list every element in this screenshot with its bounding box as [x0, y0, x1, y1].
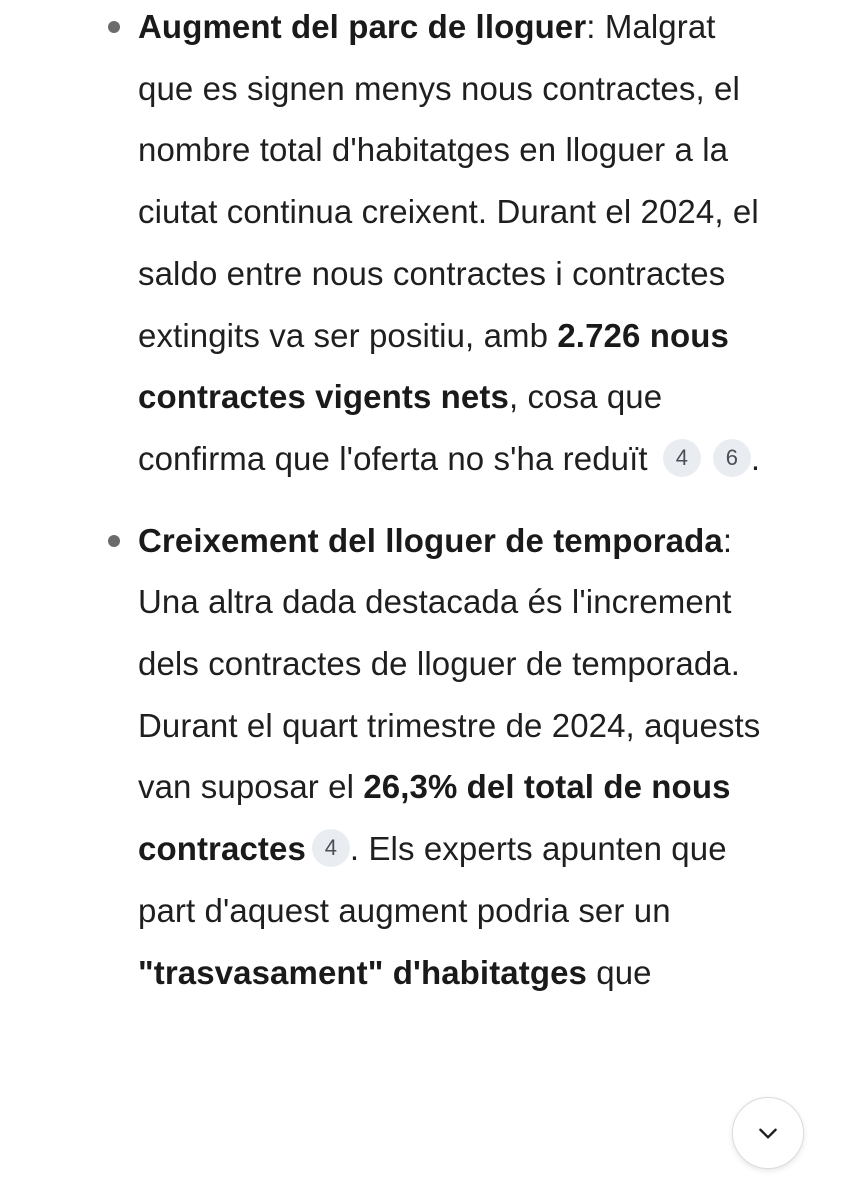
bullet-text: , cosa que confirma que l'oferta no s'ha reduït [138, 378, 663, 477]
citation-badge[interactable]: 6 [713, 439, 751, 477]
scroll-down-button[interactable] [732, 1097, 804, 1169]
bullet-separator: : [586, 8, 605, 45]
bold-text: "trasvasament" d'habitatges [138, 953, 587, 991]
bullet-text: . [750, 439, 761, 477]
bullet-dot [108, 21, 120, 33]
bullet-text: . Els experts apunten que part d'aquest augment podria ser un [138, 830, 727, 929]
bullet-text: que [587, 953, 652, 991]
bullet-heading: Augment del parc de lloguer [138, 8, 587, 45]
bullet-dot [108, 535, 120, 547]
bold-text: 2.726 nous contractes vigents nets [138, 316, 729, 416]
bold-text: 26,3% del total de nous contractes [138, 768, 731, 868]
citation-badge[interactable]: 4 [312, 829, 350, 867]
bullet-text: Malgrat que es signen menys nous contractes, el nombre total d'habitatges en lloguer a la ciutat continua creixent. Durant el 2024, el saldo entre nous contractes i contractes extingits va ser positiu, amb [138, 8, 759, 354]
bullet-text: Una altra dada destacada és l'increment dels contractes de lloguer de temporada. Durant el quart trimestre de 2024, aquests van suposar el [138, 583, 761, 806]
bullet-heading: Creixement del lloguer de temporada [138, 521, 723, 559]
bullet-separator: : [722, 521, 733, 559]
citation-badge[interactable]: 4 [663, 439, 701, 477]
list-item [0, 0, 778, 490]
list-item [0, 510, 778, 1004]
chevron-down-icon [755, 1120, 781, 1146]
